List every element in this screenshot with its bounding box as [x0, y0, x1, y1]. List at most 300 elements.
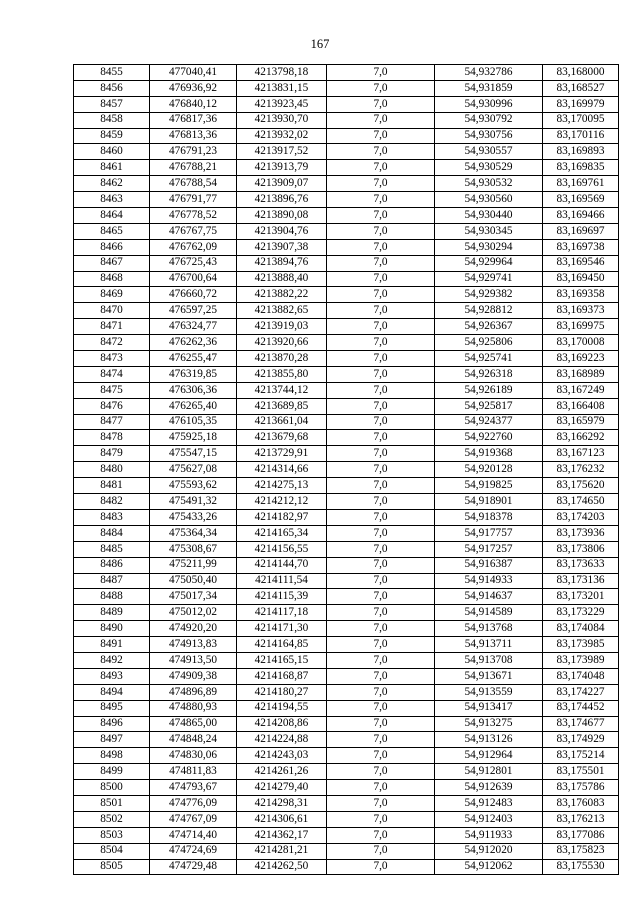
- y-coordinate-cell: 4214115,39: [237, 589, 327, 605]
- table-row: [74, 144, 619, 160]
- table-row: [74, 605, 619, 621]
- y-coordinate-cell: 4213689,85: [237, 398, 327, 414]
- y-coordinate-cell: 4214117,18: [237, 605, 327, 621]
- y-coordinate-cell: 4213729,91: [237, 446, 327, 462]
- value-cell: 7,0: [327, 748, 435, 764]
- latitude-cell: 54,918378: [435, 509, 543, 525]
- value-cell: 7,0: [327, 700, 435, 716]
- latitude-cell: 54,917757: [435, 525, 543, 541]
- x-coordinate-cell: 476306,36: [150, 382, 237, 398]
- value-cell: 7,0: [327, 716, 435, 732]
- table-row: [74, 112, 619, 128]
- value-cell: 7,0: [327, 128, 435, 144]
- longitude-cell: 83,176213: [543, 811, 619, 827]
- point-number-cell: 8483: [74, 509, 150, 525]
- x-coordinate-cell: 474811,83: [150, 764, 237, 780]
- longitude-cell: 83,169761: [543, 176, 619, 192]
- value-cell: 7,0: [327, 843, 435, 859]
- latitude-cell: 54,912639: [435, 780, 543, 796]
- value-cell: 7,0: [327, 303, 435, 319]
- point-number-cell: 8501: [74, 795, 150, 811]
- point-number-cell: 8463: [74, 192, 150, 208]
- point-number-cell: 8470: [74, 303, 150, 319]
- latitude-cell: 54,924377: [435, 414, 543, 430]
- y-coordinate-cell: 4214212,12: [237, 494, 327, 510]
- longitude-cell: 83,173201: [543, 589, 619, 605]
- x-coordinate-cell: 476255,47: [150, 351, 237, 367]
- x-coordinate-cell: 477040,41: [150, 65, 237, 81]
- table-row: [74, 446, 619, 462]
- x-coordinate-cell: 474767,09: [150, 811, 237, 827]
- table-row: [74, 160, 619, 176]
- point-number-cell: 8481: [74, 478, 150, 494]
- y-coordinate-cell: 4214261,26: [237, 764, 327, 780]
- longitude-cell: 83,169373: [543, 303, 619, 319]
- y-coordinate-cell: 4213882,22: [237, 287, 327, 303]
- latitude-cell: 54,930532: [435, 176, 543, 192]
- longitude-cell: 83,169358: [543, 287, 619, 303]
- longitude-cell: 83,170116: [543, 128, 619, 144]
- longitude-cell: 83,175214: [543, 748, 619, 764]
- point-number-cell: 8499: [74, 764, 150, 780]
- latitude-cell: 54,930294: [435, 239, 543, 255]
- y-coordinate-cell: 4213894,76: [237, 255, 327, 271]
- point-number-cell: 8459: [74, 128, 150, 144]
- x-coordinate-cell: 476778,52: [150, 208, 237, 224]
- table-row: [74, 589, 619, 605]
- x-coordinate-cell: 474920,20: [150, 621, 237, 637]
- point-number-cell: 8497: [74, 732, 150, 748]
- value-cell: 7,0: [327, 65, 435, 81]
- latitude-cell: 54,922760: [435, 430, 543, 446]
- point-number-cell: 8462: [74, 176, 150, 192]
- y-coordinate-cell: 4214165,34: [237, 525, 327, 541]
- table-row: [74, 351, 619, 367]
- table-row: [74, 366, 619, 382]
- x-coordinate-cell: 475491,32: [150, 494, 237, 510]
- point-number-cell: 8476: [74, 398, 150, 414]
- value-cell: 7,0: [327, 176, 435, 192]
- table-row: [74, 335, 619, 351]
- table-row: [74, 557, 619, 573]
- longitude-cell: 83,169738: [543, 239, 619, 255]
- table-row: [74, 541, 619, 557]
- y-coordinate-cell: 4214182,97: [237, 509, 327, 525]
- latitude-cell: 54,930560: [435, 192, 543, 208]
- longitude-cell: 83,169835: [543, 160, 619, 176]
- point-number-cell: 8493: [74, 668, 150, 684]
- longitude-cell: 83,169979: [543, 96, 619, 112]
- x-coordinate-cell: 474880,93: [150, 700, 237, 716]
- y-coordinate-cell: 4213904,76: [237, 223, 327, 239]
- table-row: [74, 478, 619, 494]
- point-number-cell: 8457: [74, 96, 150, 112]
- value-cell: 7,0: [327, 859, 435, 875]
- y-coordinate-cell: 4213896,76: [237, 192, 327, 208]
- table-row: [74, 176, 619, 192]
- x-coordinate-cell: 474724,69: [150, 843, 237, 859]
- value-cell: 7,0: [327, 780, 435, 796]
- longitude-cell: 83,169450: [543, 271, 619, 287]
- latitude-cell: 54,913711: [435, 637, 543, 653]
- y-coordinate-cell: 4213744,12: [237, 382, 327, 398]
- y-coordinate-cell: 4213679,68: [237, 430, 327, 446]
- y-coordinate-cell: 4213890,08: [237, 208, 327, 224]
- y-coordinate-cell: 4214168,87: [237, 668, 327, 684]
- latitude-cell: 54,917257: [435, 541, 543, 557]
- y-coordinate-cell: 4213907,38: [237, 239, 327, 255]
- x-coordinate-cell: 476791,23: [150, 144, 237, 160]
- point-number-cell: 8486: [74, 557, 150, 573]
- longitude-cell: 83,173633: [543, 557, 619, 573]
- longitude-cell: 83,174203: [543, 509, 619, 525]
- x-coordinate-cell: 476817,36: [150, 112, 237, 128]
- x-coordinate-cell: 476700,64: [150, 271, 237, 287]
- page-number: 167: [310, 37, 330, 51]
- longitude-cell: 83,174677: [543, 716, 619, 732]
- y-coordinate-cell: 4214208,86: [237, 716, 327, 732]
- value-cell: 7,0: [327, 239, 435, 255]
- value-cell: 7,0: [327, 827, 435, 843]
- y-coordinate-cell: 4214165,15: [237, 652, 327, 668]
- longitude-cell: 83,174929: [543, 732, 619, 748]
- x-coordinate-cell: 475433,26: [150, 509, 237, 525]
- value-cell: 7,0: [327, 494, 435, 510]
- value-cell: 7,0: [327, 446, 435, 462]
- table-row: [74, 716, 619, 732]
- table-row: [74, 430, 619, 446]
- latitude-cell: 54,931859: [435, 80, 543, 96]
- table-row: [74, 525, 619, 541]
- longitude-cell: 83,173985: [543, 637, 619, 653]
- x-coordinate-cell: 476762,09: [150, 239, 237, 255]
- latitude-cell: 54,930529: [435, 160, 543, 176]
- table-row: [74, 827, 619, 843]
- point-number-cell: 8460: [74, 144, 150, 160]
- y-coordinate-cell: 4213798,18: [237, 65, 327, 81]
- x-coordinate-cell: 476262,36: [150, 335, 237, 351]
- x-coordinate-cell: 475925,18: [150, 430, 237, 446]
- value-cell: 7,0: [327, 96, 435, 112]
- latitude-cell: 54,912062: [435, 859, 543, 875]
- point-number-cell: 8487: [74, 573, 150, 589]
- table-row: [74, 462, 619, 478]
- point-number-cell: 8468: [74, 271, 150, 287]
- longitude-cell: 83,168000: [543, 65, 619, 81]
- x-coordinate-cell: 474909,38: [150, 668, 237, 684]
- table-row: [74, 748, 619, 764]
- longitude-cell: 83,167249: [543, 382, 619, 398]
- x-coordinate-cell: 476319,85: [150, 366, 237, 382]
- x-coordinate-cell: 475211,99: [150, 557, 237, 573]
- x-coordinate-cell: 475364,34: [150, 525, 237, 541]
- x-coordinate-cell: 476788,21: [150, 160, 237, 176]
- latitude-cell: 54,912964: [435, 748, 543, 764]
- point-number-cell: 8469: [74, 287, 150, 303]
- latitude-cell: 54,913275: [435, 716, 543, 732]
- table-row: [74, 128, 619, 144]
- latitude-cell: 54,912801: [435, 764, 543, 780]
- value-cell: 7,0: [327, 223, 435, 239]
- x-coordinate-cell: 476813,36: [150, 128, 237, 144]
- x-coordinate-cell: 476840,12: [150, 96, 237, 112]
- value-cell: 7,0: [327, 319, 435, 335]
- x-coordinate-cell: 474865,00: [150, 716, 237, 732]
- table-row: [74, 509, 619, 525]
- point-number-cell: 8467: [74, 255, 150, 271]
- value-cell: 7,0: [327, 462, 435, 478]
- latitude-cell: 54,919368: [435, 446, 543, 462]
- point-number-cell: 8505: [74, 859, 150, 875]
- x-coordinate-cell: 474913,83: [150, 637, 237, 653]
- y-coordinate-cell: 4214164,85: [237, 637, 327, 653]
- latitude-cell: 54,914637: [435, 589, 543, 605]
- x-coordinate-cell: 476791,77: [150, 192, 237, 208]
- table-row: [74, 637, 619, 653]
- latitude-cell: 54,916387: [435, 557, 543, 573]
- latitude-cell: 54,919825: [435, 478, 543, 494]
- x-coordinate-cell: 476936,92: [150, 80, 237, 96]
- longitude-cell: 83,175786: [543, 780, 619, 796]
- y-coordinate-cell: 4213909,07: [237, 176, 327, 192]
- y-coordinate-cell: 4213932,02: [237, 128, 327, 144]
- longitude-cell: 83,175501: [543, 764, 619, 780]
- y-coordinate-cell: 4213920,66: [237, 335, 327, 351]
- y-coordinate-cell: 4214156,55: [237, 541, 327, 557]
- table-row: [74, 494, 619, 510]
- longitude-cell: 83,165979: [543, 414, 619, 430]
- y-coordinate-cell: 4213930,70: [237, 112, 327, 128]
- table-row: [74, 780, 619, 796]
- latitude-cell: 54,930345: [435, 223, 543, 239]
- longitude-cell: 83,166408: [543, 398, 619, 414]
- y-coordinate-cell: 4214224,88: [237, 732, 327, 748]
- value-cell: 7,0: [327, 414, 435, 430]
- latitude-cell: 54,913768: [435, 621, 543, 637]
- value-cell: 7,0: [327, 382, 435, 398]
- table-row: [74, 271, 619, 287]
- latitude-cell: 54,930756: [435, 128, 543, 144]
- x-coordinate-cell: 474729,48: [150, 859, 237, 875]
- y-coordinate-cell: 4214314,66: [237, 462, 327, 478]
- table-row: [74, 319, 619, 335]
- latitude-cell: 54,913417: [435, 700, 543, 716]
- value-cell: 7,0: [327, 255, 435, 271]
- longitude-cell: 83,173229: [543, 605, 619, 621]
- y-coordinate-cell: 4214243,03: [237, 748, 327, 764]
- point-number-cell: 8502: [74, 811, 150, 827]
- longitude-cell: 83,166292: [543, 430, 619, 446]
- value-cell: 7,0: [327, 366, 435, 382]
- y-coordinate-cell: 4214279,40: [237, 780, 327, 796]
- point-number-cell: 8489: [74, 605, 150, 621]
- value-cell: 7,0: [327, 621, 435, 637]
- x-coordinate-cell: 475627,08: [150, 462, 237, 478]
- value-cell: 7,0: [327, 478, 435, 494]
- table-row: [74, 80, 619, 96]
- point-number-cell: 8496: [74, 716, 150, 732]
- y-coordinate-cell: 4214275,13: [237, 478, 327, 494]
- point-number-cell: 8495: [74, 700, 150, 716]
- point-number-cell: 8466: [74, 239, 150, 255]
- longitude-cell: 83,176232: [543, 462, 619, 478]
- latitude-cell: 54,913671: [435, 668, 543, 684]
- y-coordinate-cell: 4213888,40: [237, 271, 327, 287]
- latitude-cell: 54,930557: [435, 144, 543, 160]
- point-number-cell: 8480: [74, 462, 150, 478]
- y-coordinate-cell: 4213831,15: [237, 80, 327, 96]
- latitude-cell: 54,929382: [435, 287, 543, 303]
- y-coordinate-cell: 4214180,27: [237, 684, 327, 700]
- x-coordinate-cell: 475017,34: [150, 589, 237, 605]
- longitude-cell: 83,174650: [543, 494, 619, 510]
- value-cell: 7,0: [327, 525, 435, 541]
- value-cell: 7,0: [327, 684, 435, 700]
- table-row: [74, 700, 619, 716]
- x-coordinate-cell: 474776,09: [150, 795, 237, 811]
- table-row: [74, 621, 619, 637]
- point-number-cell: 8458: [74, 112, 150, 128]
- point-number-cell: 8456: [74, 80, 150, 96]
- x-coordinate-cell: 476265,40: [150, 398, 237, 414]
- longitude-cell: 83,169975: [543, 319, 619, 335]
- x-coordinate-cell: 475012,02: [150, 605, 237, 621]
- value-cell: 7,0: [327, 509, 435, 525]
- y-coordinate-cell: 4214111,54: [237, 573, 327, 589]
- longitude-cell: 83,175823: [543, 843, 619, 859]
- table-row: [74, 65, 619, 81]
- value-cell: 7,0: [327, 287, 435, 303]
- value-cell: 7,0: [327, 557, 435, 573]
- table-row: [74, 255, 619, 271]
- point-number-cell: 8488: [74, 589, 150, 605]
- table-row: [74, 239, 619, 255]
- y-coordinate-cell: 4214194,55: [237, 700, 327, 716]
- x-coordinate-cell: 476767,75: [150, 223, 237, 239]
- point-number-cell: 8485: [74, 541, 150, 557]
- x-coordinate-cell: 476788,54: [150, 176, 237, 192]
- latitude-cell: 54,920128: [435, 462, 543, 478]
- latitude-cell: 54,912403: [435, 811, 543, 827]
- table-row: [74, 303, 619, 319]
- y-coordinate-cell: 4213917,52: [237, 144, 327, 160]
- latitude-cell: 54,912483: [435, 795, 543, 811]
- latitude-cell: 54,926189: [435, 382, 543, 398]
- point-number-cell: 8484: [74, 525, 150, 541]
- value-cell: 7,0: [327, 351, 435, 367]
- y-coordinate-cell: 4213919,03: [237, 319, 327, 335]
- longitude-cell: 83,174048: [543, 668, 619, 684]
- y-coordinate-cell: 4214306,61: [237, 811, 327, 827]
- x-coordinate-cell: 476105,35: [150, 414, 237, 430]
- point-number-cell: 8482: [74, 494, 150, 510]
- point-number-cell: 8500: [74, 780, 150, 796]
- y-coordinate-cell: 4214281,21: [237, 843, 327, 859]
- table-row: [74, 684, 619, 700]
- table-row: [74, 859, 619, 875]
- coordinates-table: [73, 64, 619, 875]
- point-number-cell: 8465: [74, 223, 150, 239]
- point-number-cell: 8494: [74, 684, 150, 700]
- y-coordinate-cell: 4214171,30: [237, 621, 327, 637]
- latitude-cell: 54,926367: [435, 319, 543, 335]
- y-coordinate-cell: 4213913,79: [237, 160, 327, 176]
- longitude-cell: 83,170008: [543, 335, 619, 351]
- latitude-cell: 54,913708: [435, 652, 543, 668]
- table-row: [74, 382, 619, 398]
- latitude-cell: 54,911933: [435, 827, 543, 843]
- value-cell: 7,0: [327, 795, 435, 811]
- longitude-cell: 83,168989: [543, 366, 619, 382]
- value-cell: 7,0: [327, 430, 435, 446]
- latitude-cell: 54,928812: [435, 303, 543, 319]
- longitude-cell: 83,174452: [543, 700, 619, 716]
- longitude-cell: 83,173806: [543, 541, 619, 557]
- point-number-cell: 8492: [74, 652, 150, 668]
- value-cell: 7,0: [327, 811, 435, 827]
- point-number-cell: 8498: [74, 748, 150, 764]
- value-cell: 7,0: [327, 652, 435, 668]
- longitude-cell: 83,173936: [543, 525, 619, 541]
- longitude-cell: 83,169697: [543, 223, 619, 239]
- latitude-cell: 54,926318: [435, 366, 543, 382]
- x-coordinate-cell: 475050,40: [150, 573, 237, 589]
- x-coordinate-cell: 475308,67: [150, 541, 237, 557]
- point-number-cell: 8491: [74, 637, 150, 653]
- y-coordinate-cell: 4214362,17: [237, 827, 327, 843]
- latitude-cell: 54,932786: [435, 65, 543, 81]
- y-coordinate-cell: 4213661,04: [237, 414, 327, 430]
- longitude-cell: 83,168527: [543, 80, 619, 96]
- x-coordinate-cell: 474913,50: [150, 652, 237, 668]
- x-coordinate-cell: 474896,89: [150, 684, 237, 700]
- point-number-cell: 8479: [74, 446, 150, 462]
- x-coordinate-cell: 476725,43: [150, 255, 237, 271]
- table-row: [74, 811, 619, 827]
- latitude-cell: 54,914589: [435, 605, 543, 621]
- table-row: [74, 414, 619, 430]
- latitude-cell: 54,925741: [435, 351, 543, 367]
- point-number-cell: 8474: [74, 366, 150, 382]
- table-row: [74, 287, 619, 303]
- value-cell: 7,0: [327, 398, 435, 414]
- table-row: [74, 208, 619, 224]
- y-coordinate-cell: 4213855,80: [237, 366, 327, 382]
- table-row: [74, 192, 619, 208]
- table-row: [74, 398, 619, 414]
- latitude-cell: 54,912020: [435, 843, 543, 859]
- x-coordinate-cell: 476660,72: [150, 287, 237, 303]
- value-cell: 7,0: [327, 605, 435, 621]
- value-cell: 7,0: [327, 335, 435, 351]
- point-number-cell: 8471: [74, 319, 150, 335]
- point-number-cell: 8477: [74, 414, 150, 430]
- point-number-cell: 8455: [74, 65, 150, 81]
- latitude-cell: 54,929741: [435, 271, 543, 287]
- longitude-cell: 83,169223: [543, 351, 619, 367]
- y-coordinate-cell: 4214144,70: [237, 557, 327, 573]
- value-cell: 7,0: [327, 573, 435, 589]
- latitude-cell: 54,930440: [435, 208, 543, 224]
- value-cell: 7,0: [327, 668, 435, 684]
- table-row: [74, 96, 619, 112]
- longitude-cell: 83,170095: [543, 112, 619, 128]
- point-number-cell: 8478: [74, 430, 150, 446]
- latitude-cell: 54,918901: [435, 494, 543, 510]
- table-row: [74, 843, 619, 859]
- longitude-cell: 83,174084: [543, 621, 619, 637]
- latitude-cell: 54,930792: [435, 112, 543, 128]
